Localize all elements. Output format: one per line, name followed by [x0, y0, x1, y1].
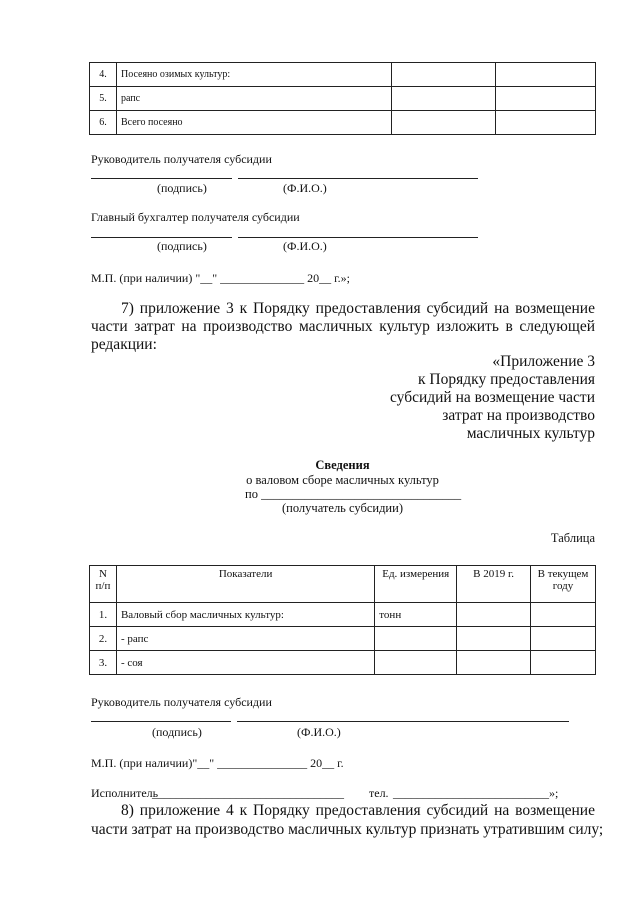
row-label: Валовый сбор масличных культур:: [116, 603, 374, 627]
table-row: [90, 111, 596, 135]
row-label: Посеяно озимых культур:: [116, 63, 391, 87]
executor-label: Исполнитель: [91, 786, 159, 800]
empty-cell: [457, 603, 531, 627]
signature-line: [91, 237, 232, 238]
name-line: [237, 721, 569, 722]
empty-cell: [531, 627, 596, 651]
paragraph-7-line-2: части затрат на производство масличных культур изложить в следующей: [91, 318, 595, 335]
empty-cell: [392, 87, 496, 111]
header-num: N п/п: [90, 566, 117, 603]
table-row: [90, 87, 596, 111]
table-row: [90, 627, 596, 651]
sign-caption: (подпись): [157, 239, 207, 253]
empty-cell: [392, 111, 496, 135]
paragraph-7-line-3: редакции:: [91, 336, 157, 353]
empty-cell: [392, 63, 496, 87]
sign-caption: (подпись): [157, 181, 207, 195]
row-number: 4.: [90, 63, 117, 87]
name-caption: (Ф.И.О.): [283, 181, 327, 195]
empty-cell: [457, 651, 531, 675]
stamp-date-line: М.П. (при наличии) "__" ______________ 20__ г.»;: [91, 271, 351, 285]
empty-cell: [496, 87, 596, 111]
appendix-line-2: к Порядку предоставления: [418, 371, 595, 388]
phone-line: __________________________»;: [393, 786, 559, 800]
table-header-row: [90, 566, 596, 603]
row-unit: тонн: [375, 603, 457, 627]
table-row: [90, 603, 596, 627]
appendix-line-5: масличных культур: [466, 425, 595, 442]
empty-cell: [531, 651, 596, 675]
info-by-line: по ________________________________: [245, 487, 462, 501]
empty-cell: [531, 603, 596, 627]
info-title: Сведения: [315, 458, 370, 472]
head-title: Руководитель получателя субсидии: [91, 152, 272, 166]
accountant-title: Главный бухгалтер получателя субсидии: [91, 210, 300, 224]
row-unit: [375, 651, 457, 675]
empty-cell: [496, 111, 596, 135]
row-number: 2.: [90, 627, 117, 651]
info-subtitle: о валовом сборе масличных культур: [246, 473, 439, 487]
signature-line: [91, 721, 231, 722]
name-caption: (Ф.И.О.): [283, 239, 327, 253]
row-unit: [375, 627, 457, 651]
head-title: Руководитель получателя субсидии: [91, 695, 272, 709]
name-line: [238, 237, 478, 238]
appendix-line-4: затрат на производство: [442, 407, 595, 424]
table-row: [90, 63, 596, 87]
row-number: 3.: [90, 651, 117, 675]
row-label: рапс: [116, 87, 391, 111]
recipient-caption: (получатель субсидии): [282, 501, 403, 515]
paragraph-8-line-1: 8) приложение 4 к Порядку предоставления субсидий на возмещение: [121, 802, 595, 819]
name-caption: (Ф.И.О.): [297, 725, 341, 739]
header-year: В 2019 г.: [457, 566, 531, 603]
sown-crops-table: [89, 62, 596, 135]
phone-label: тел.: [369, 786, 389, 800]
table-label: Таблица: [550, 531, 595, 545]
header-current: В текущем году: [531, 566, 596, 603]
sign-caption: (подпись): [152, 725, 202, 739]
header-indicator: Показатели: [116, 566, 374, 603]
harvest-table: [89, 565, 596, 675]
row-label: - соя: [116, 651, 374, 675]
paragraph-8-line-2: части затрат на производство масличных культур признать утратившим силу;: [91, 821, 604, 838]
stamp-date-line: М.П. (при наличии)"__" _______________ 20__ г.: [91, 756, 344, 770]
row-label: - рапс: [116, 627, 374, 651]
name-line: [238, 178, 478, 179]
appendix-line-1: «Приложение 3: [492, 353, 595, 370]
header-unit: Ед. измерения: [375, 566, 457, 603]
appendix-line-3: субсидий на возмещение части: [389, 389, 595, 406]
row-number: 5.: [90, 87, 117, 111]
executor-line: ________________________________: [152, 786, 344, 800]
row-number: 1.: [90, 603, 117, 627]
signature-line: [91, 178, 232, 179]
table-row: [90, 651, 596, 675]
row-label: Всего посеяно: [116, 111, 391, 135]
empty-cell: [457, 627, 531, 651]
row-number: 6.: [90, 111, 117, 135]
empty-cell: [496, 63, 596, 87]
paragraph-7-line-1: 7) приложение 3 к Порядку предоставления субсидий на возмещение: [121, 300, 595, 317]
